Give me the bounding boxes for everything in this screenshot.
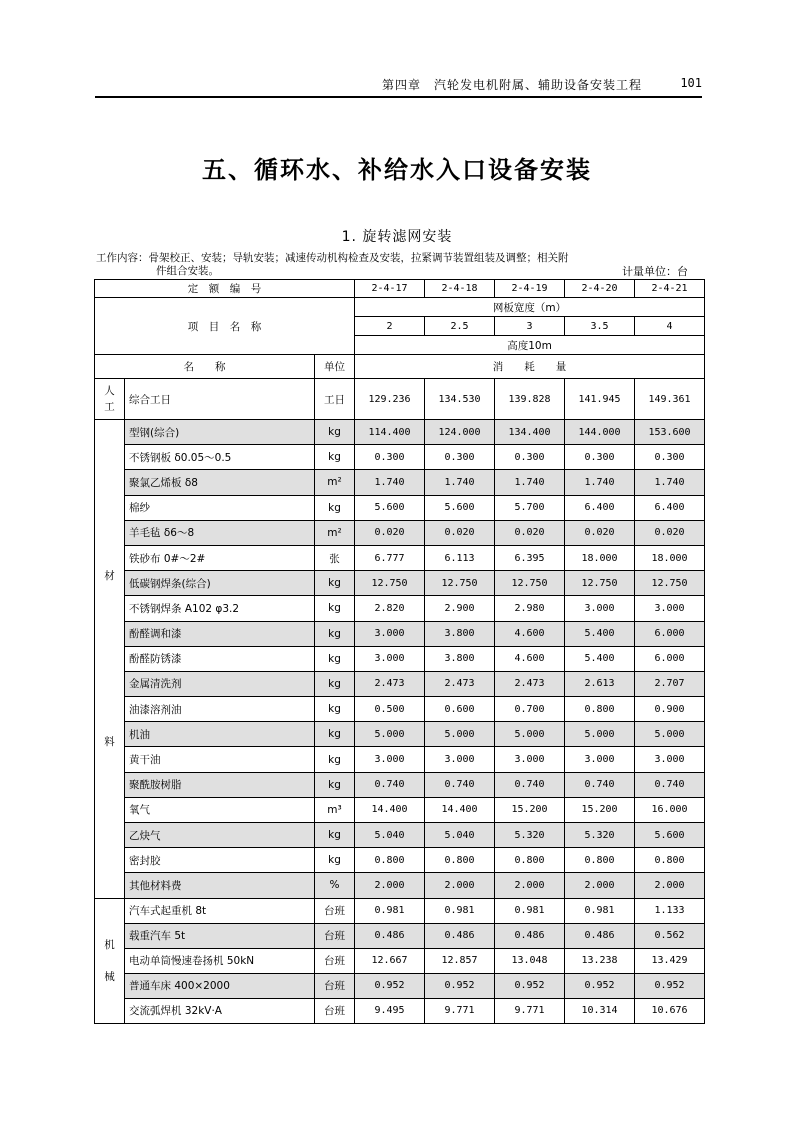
unit-column-header: 单位 bbox=[315, 355, 355, 379]
item-value: 1.740 bbox=[425, 470, 495, 495]
item-value: 124.000 bbox=[425, 420, 495, 445]
item-value: 0.952 bbox=[565, 973, 635, 998]
item-value: 2.820 bbox=[355, 596, 425, 621]
item-name: 低碳钢焊条(综合) bbox=[125, 571, 315, 596]
work-content bbox=[96, 252, 636, 278]
subsection-title: 1. 旋转滤网安装 bbox=[341, 229, 453, 245]
item-unit: kg bbox=[315, 495, 355, 520]
item-value: 0.952 bbox=[425, 973, 495, 998]
item-value: 3.000 bbox=[425, 747, 495, 772]
item-name: 型钢(综合) bbox=[125, 420, 315, 445]
item-value: 0.952 bbox=[495, 973, 565, 998]
labor-group-text: 人 工 bbox=[104, 385, 115, 413]
table-row bbox=[95, 379, 705, 420]
width-value: 3 bbox=[495, 317, 565, 336]
item-unit: 张 bbox=[315, 545, 355, 570]
item-unit: kg bbox=[315, 823, 355, 848]
item-value: 6.000 bbox=[635, 621, 705, 646]
item-value: 5.000 bbox=[635, 722, 705, 747]
item-value: 0.020 bbox=[565, 520, 635, 545]
item-value: 12.750 bbox=[635, 571, 705, 596]
item-value: 0.740 bbox=[355, 772, 425, 797]
item-value: 13.238 bbox=[565, 948, 635, 973]
item-name: 密封胶 bbox=[125, 848, 315, 873]
item-name: 羊毛毡 δ6～8 bbox=[125, 520, 315, 545]
item-value: 14.400 bbox=[425, 797, 495, 822]
item-value: 134.400 bbox=[495, 420, 565, 445]
item-value: 134.530 bbox=[425, 379, 495, 420]
table-row bbox=[95, 873, 705, 898]
item-unit: kg bbox=[315, 445, 355, 470]
measurement-unit: 计量单位：台 bbox=[622, 265, 688, 278]
machine-group-label bbox=[95, 898, 125, 1023]
item-value: 129.236 bbox=[355, 379, 425, 420]
material-group-bottom: 料 bbox=[104, 735, 115, 748]
item-value: 9.771 bbox=[495, 998, 565, 1023]
item-value: 10.314 bbox=[565, 998, 635, 1023]
item-unit: m² bbox=[315, 520, 355, 545]
item-name: 机油 bbox=[125, 722, 315, 747]
item-value: 12.750 bbox=[495, 571, 565, 596]
item-value: 5.000 bbox=[425, 722, 495, 747]
chapter-title: 第四章 汽轮发电机附属、辅助设备安装工程 bbox=[381, 78, 642, 92]
item-unit: 台班 bbox=[315, 898, 355, 923]
work-content-line-2: 件组合安装。 bbox=[156, 265, 219, 277]
item-value: 0.486 bbox=[355, 923, 425, 948]
page-number: 101 bbox=[680, 76, 702, 90]
item-name: 交流弧焊机 32kV·A bbox=[125, 998, 315, 1023]
item-name: 载重汽车 5t bbox=[125, 923, 315, 948]
item-value: 2.707 bbox=[635, 671, 705, 696]
item-name: 黄干油 bbox=[125, 747, 315, 772]
item-value: 0.300 bbox=[635, 445, 705, 470]
machine-group-text: 机 械 bbox=[104, 938, 115, 983]
section-title: 五、循环水、补给水入口设备安装 bbox=[202, 155, 592, 184]
item-unit: kg bbox=[315, 571, 355, 596]
item-value: 3.000 bbox=[635, 747, 705, 772]
item-unit: kg bbox=[315, 722, 355, 747]
item-value: 0.740 bbox=[495, 772, 565, 797]
table-row bbox=[95, 495, 705, 520]
item-value: 13.429 bbox=[635, 948, 705, 973]
table-row bbox=[95, 948, 705, 973]
item-unit: kg bbox=[315, 646, 355, 671]
item-unit: kg bbox=[315, 772, 355, 797]
item-value: 3.000 bbox=[565, 596, 635, 621]
material-group-top: 材 bbox=[104, 569, 115, 582]
item-value: 2.473 bbox=[495, 671, 565, 696]
table-row bbox=[95, 848, 705, 873]
width-value: 4 bbox=[635, 317, 705, 336]
quota-code: 2-4-18 bbox=[425, 280, 495, 298]
item-value: 4.600 bbox=[495, 646, 565, 671]
item-value: 2.000 bbox=[495, 873, 565, 898]
table-row bbox=[95, 520, 705, 545]
item-value: 13.048 bbox=[495, 948, 565, 973]
item-value: 12.750 bbox=[565, 571, 635, 596]
item-value: 5.320 bbox=[495, 823, 565, 848]
quota-code: 2-4-20 bbox=[565, 280, 635, 298]
item-unit: kg bbox=[315, 747, 355, 772]
material-group-label bbox=[95, 420, 125, 899]
item-name-label: 项 目 名 称 bbox=[95, 298, 355, 355]
item-value: 0.300 bbox=[495, 445, 565, 470]
item-unit: 台班 bbox=[315, 998, 355, 1023]
table-row bbox=[95, 797, 705, 822]
item-value: 139.828 bbox=[495, 379, 565, 420]
table-row bbox=[95, 671, 705, 696]
item-name: 聚酰胺树脂 bbox=[125, 772, 315, 797]
quota-number-label: 定 额 编 号 bbox=[95, 280, 355, 298]
item-value: 1.133 bbox=[635, 898, 705, 923]
item-value: 144.000 bbox=[565, 420, 635, 445]
table-row bbox=[95, 998, 705, 1023]
quota-code: 2-4-19 bbox=[495, 280, 565, 298]
labor-group-label bbox=[95, 379, 125, 420]
table-row bbox=[95, 747, 705, 772]
item-name: 汽车式起重机 8t bbox=[125, 898, 315, 923]
item-value: 3.000 bbox=[355, 747, 425, 772]
item-value: 0.486 bbox=[565, 923, 635, 948]
item-unit: kg bbox=[315, 420, 355, 445]
item-value: 12.857 bbox=[425, 948, 495, 973]
item-value: 0.740 bbox=[635, 772, 705, 797]
item-value: 5.000 bbox=[495, 722, 565, 747]
item-unit: kg bbox=[315, 596, 355, 621]
item-value: 141.945 bbox=[565, 379, 635, 420]
name-column-header: 名 称 bbox=[95, 355, 315, 379]
width-value: 3.5 bbox=[565, 317, 635, 336]
table-row bbox=[95, 420, 705, 445]
item-name: 电动单筒慢速卷扬机 50kN bbox=[125, 948, 315, 973]
item-value: 18.000 bbox=[565, 545, 635, 570]
table-row bbox=[95, 545, 705, 570]
item-value: 3.000 bbox=[355, 646, 425, 671]
item-value: 9.771 bbox=[425, 998, 495, 1023]
item-value: 0.700 bbox=[495, 697, 565, 722]
item-unit: 台班 bbox=[315, 948, 355, 973]
item-name: 不锈钢焊条 A102 φ3.2 bbox=[125, 596, 315, 621]
item-value: 0.740 bbox=[425, 772, 495, 797]
item-value: 3.000 bbox=[635, 596, 705, 621]
item-unit: kg bbox=[315, 848, 355, 873]
item-name: 聚氯乙烯板 δ8 bbox=[125, 470, 315, 495]
item-unit: m² bbox=[315, 470, 355, 495]
item-value: 14.400 bbox=[355, 797, 425, 822]
item-value: 114.400 bbox=[355, 420, 425, 445]
item-value: 6.000 bbox=[635, 646, 705, 671]
item-value: 153.600 bbox=[635, 420, 705, 445]
item-value: 0.020 bbox=[355, 520, 425, 545]
item-value: 0.800 bbox=[635, 848, 705, 873]
item-value: 1.740 bbox=[565, 470, 635, 495]
item-value: 5.040 bbox=[355, 823, 425, 848]
item-value: 0.981 bbox=[565, 898, 635, 923]
item-value: 16.000 bbox=[635, 797, 705, 822]
item-unit: 台班 bbox=[315, 973, 355, 998]
item-value: 0.300 bbox=[425, 445, 495, 470]
item-name: 铁砂布 0#～2# bbox=[125, 545, 315, 570]
item-value: 0.486 bbox=[495, 923, 565, 948]
item-value: 2.000 bbox=[635, 873, 705, 898]
item-value: 2.000 bbox=[565, 873, 635, 898]
item-value: 0.952 bbox=[635, 973, 705, 998]
item-value: 0.800 bbox=[495, 848, 565, 873]
item-value: 0.981 bbox=[495, 898, 565, 923]
page-header bbox=[95, 74, 702, 98]
item-value: 0.300 bbox=[565, 445, 635, 470]
item-value: 12.667 bbox=[355, 948, 425, 973]
quota-code: 2-4-21 bbox=[635, 280, 705, 298]
item-unit: % bbox=[315, 873, 355, 898]
item-value: 5.600 bbox=[355, 495, 425, 520]
item-value: 3.000 bbox=[495, 747, 565, 772]
item-value: 2.000 bbox=[355, 873, 425, 898]
consumption-header: 消 耗 量 bbox=[355, 355, 705, 379]
item-value: 6.395 bbox=[495, 545, 565, 570]
item-value: 0.800 bbox=[355, 848, 425, 873]
item-value: 6.400 bbox=[635, 495, 705, 520]
item-value: 0.952 bbox=[355, 973, 425, 998]
work-content-line-1: 工作内容：骨架校正、安装；导轨安装；减速传动机构检查及安装，拉紧调节装置组装及调整；相关附 bbox=[96, 252, 569, 264]
item-value: 12.750 bbox=[425, 571, 495, 596]
item-value: 5.700 bbox=[495, 495, 565, 520]
item-value: 5.320 bbox=[565, 823, 635, 848]
item-value: 2.473 bbox=[355, 671, 425, 696]
item-name: 酚醛防锈漆 bbox=[125, 646, 315, 671]
item-unit: m³ bbox=[315, 797, 355, 822]
table-row bbox=[95, 571, 705, 596]
table-row bbox=[95, 697, 705, 722]
item-unit: kg bbox=[315, 671, 355, 696]
height-label: 高度10m bbox=[355, 336, 705, 355]
item-value: 3.000 bbox=[565, 747, 635, 772]
item-value: 3.800 bbox=[425, 621, 495, 646]
item-name: 酚醛调和漆 bbox=[125, 621, 315, 646]
item-value: 15.200 bbox=[565, 797, 635, 822]
item-value: 0.562 bbox=[635, 923, 705, 948]
item-value: 3.000 bbox=[355, 621, 425, 646]
item-value: 6.777 bbox=[355, 545, 425, 570]
item-name: 棉纱 bbox=[125, 495, 315, 520]
item-unit: 工日 bbox=[315, 379, 355, 420]
item-name: 氧气 bbox=[125, 797, 315, 822]
item-name: 综合工日 bbox=[125, 379, 315, 420]
width-value: 2.5 bbox=[425, 317, 495, 336]
item-name: 不锈钢板 δ0.05～0.5 bbox=[125, 445, 315, 470]
item-unit: 台班 bbox=[315, 923, 355, 948]
item-value: 15.200 bbox=[495, 797, 565, 822]
table-row bbox=[95, 973, 705, 998]
item-value: 5.000 bbox=[565, 722, 635, 747]
item-value: 0.800 bbox=[425, 848, 495, 873]
item-value: 2.000 bbox=[425, 873, 495, 898]
table-row bbox=[95, 445, 705, 470]
width-value: 2 bbox=[355, 317, 425, 336]
table-row bbox=[95, 621, 705, 646]
item-value: 10.676 bbox=[635, 998, 705, 1023]
item-value: 0.900 bbox=[635, 697, 705, 722]
table-row bbox=[95, 823, 705, 848]
item-unit: kg bbox=[315, 621, 355, 646]
item-value: 3.800 bbox=[425, 646, 495, 671]
item-value: 12.750 bbox=[355, 571, 425, 596]
item-value: 6.113 bbox=[425, 545, 495, 570]
item-value: 0.800 bbox=[565, 697, 635, 722]
item-value: 2.473 bbox=[425, 671, 495, 696]
item-value: 0.486 bbox=[425, 923, 495, 948]
table-row bbox=[95, 646, 705, 671]
item-name: 普通车床 400×2000 bbox=[125, 973, 315, 998]
item-value: 0.500 bbox=[355, 697, 425, 722]
item-value: 0.981 bbox=[425, 898, 495, 923]
item-value: 5.400 bbox=[565, 621, 635, 646]
width-label: 网板宽度（m） bbox=[355, 298, 705, 317]
item-value: 0.800 bbox=[565, 848, 635, 873]
item-value: 2.980 bbox=[495, 596, 565, 621]
item-value: 9.495 bbox=[355, 998, 425, 1023]
item-value: 0.600 bbox=[425, 697, 495, 722]
item-name: 其他材料费 bbox=[125, 873, 315, 898]
item-value: 5.600 bbox=[635, 823, 705, 848]
item-value: 0.740 bbox=[565, 772, 635, 797]
item-value: 2.900 bbox=[425, 596, 495, 621]
quota-table bbox=[94, 279, 705, 1024]
quota-code: 2-4-17 bbox=[355, 280, 425, 298]
table-row bbox=[95, 923, 705, 948]
item-value: 1.740 bbox=[495, 470, 565, 495]
item-value: 0.300 bbox=[355, 445, 425, 470]
item-value: 5.600 bbox=[425, 495, 495, 520]
item-unit: kg bbox=[315, 697, 355, 722]
item-name: 乙炔气 bbox=[125, 823, 315, 848]
item-value: 4.600 bbox=[495, 621, 565, 646]
item-value: 2.613 bbox=[565, 671, 635, 696]
item-value: 6.400 bbox=[565, 495, 635, 520]
item-name: 金属清洗剂 bbox=[125, 671, 315, 696]
table-row bbox=[95, 772, 705, 797]
item-name: 油漆溶剂油 bbox=[125, 697, 315, 722]
item-value: 5.400 bbox=[565, 646, 635, 671]
table-row bbox=[95, 596, 705, 621]
table-row bbox=[95, 898, 705, 923]
item-value: 149.361 bbox=[635, 379, 705, 420]
item-value: 0.020 bbox=[495, 520, 565, 545]
item-value: 1.740 bbox=[635, 470, 705, 495]
item-value: 1.740 bbox=[355, 470, 425, 495]
item-value: 5.040 bbox=[425, 823, 495, 848]
item-value: 0.020 bbox=[425, 520, 495, 545]
item-value: 5.000 bbox=[355, 722, 425, 747]
item-value: 18.000 bbox=[635, 545, 705, 570]
table-row bbox=[95, 470, 705, 495]
table-row bbox=[95, 722, 705, 747]
item-value: 0.981 bbox=[355, 898, 425, 923]
item-value: 0.020 bbox=[635, 520, 705, 545]
